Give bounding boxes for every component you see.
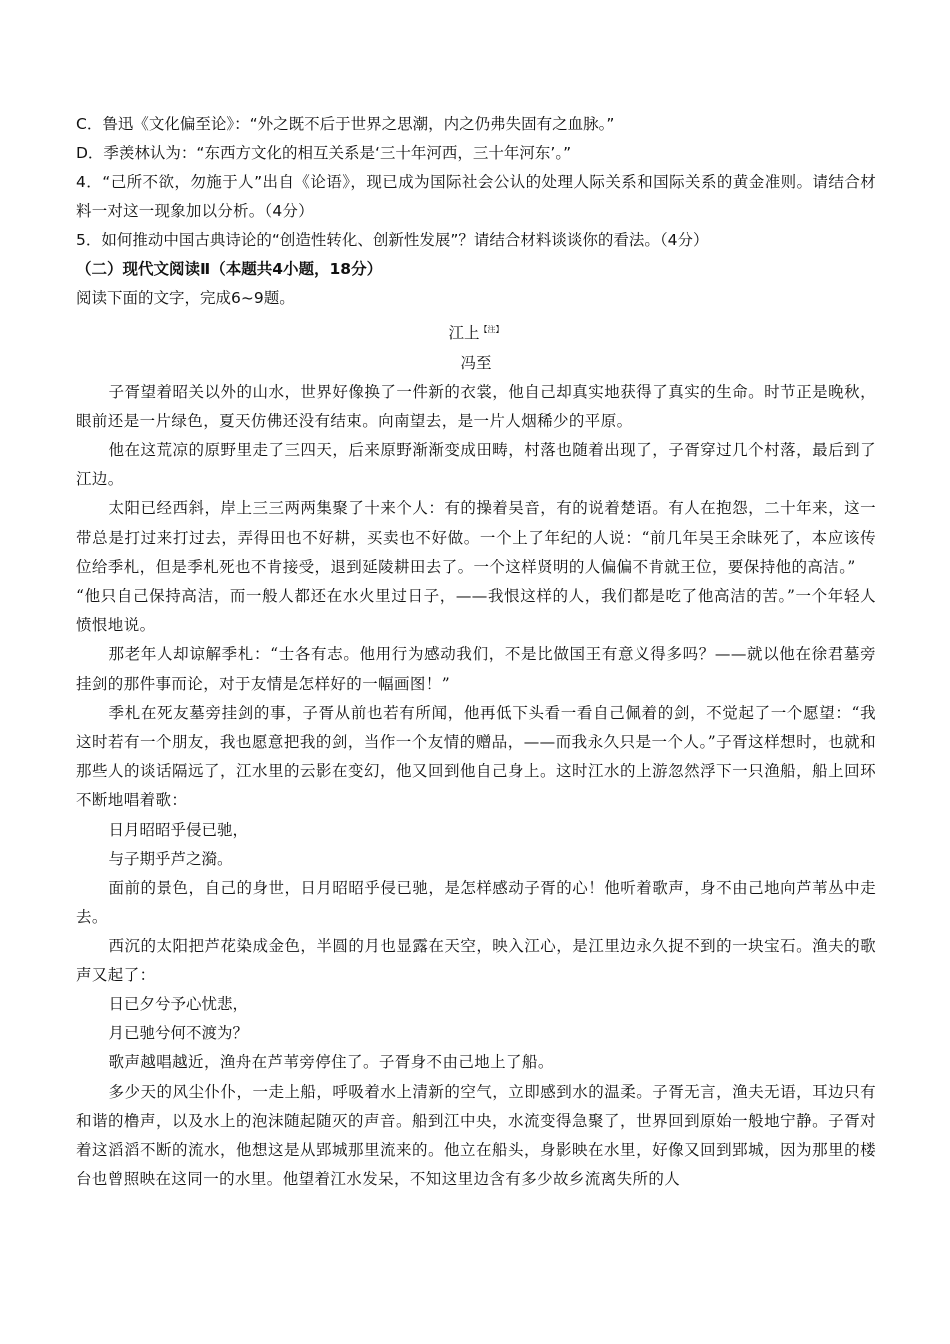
paragraph-7: 面前的景色，自己的身世，日月昭昭乎侵已驰，是怎样感动子胥的心！他听着歌声，身不由己地向芦苇丛中走去。: [76, 878, 876, 926]
paragraph-4: “他只自己保持高洁，而一般人都还在水火里过日子，——我恨这样的人，我们都是吃了他高洁的苦。”一个年轻人愤恨地说。: [76, 586, 876, 635]
paragraph-8: 西沉的太阳把芦花染成金色，半圆的月也显露在天空，映入江心，是江里边永久捉不到的一块宝石。渔夫的歌声又起了：: [76, 937, 876, 985]
song-1-line-1: 日月昭昭乎侵已驰，: [108, 820, 249, 839]
section-heading: （二）现代文阅读Ⅱ（本题共4小题，18分）: [76, 260, 383, 279]
paragraph-5: 那老年人却谅解季札：“士各有志。他用行为感动我们，不是比做国王有意义得多吗？——就以他在徐君墓旁挂剑的那件事而论，对于友情是怎样好的一幅画图！”: [76, 645, 876, 693]
song-2-line-1: 日已夕兮予心忧悲，: [108, 995, 249, 1014]
article-author: 冯至: [460, 353, 492, 372]
instruction: 阅读下面的文字，完成6~9题。: [76, 289, 295, 308]
question-5: 5．如何推动中国古典诗论的“创造性转化、创新性发展”？请结合材料谈谈你的看法。（4分）: [76, 231, 709, 250]
article-title-line: [76, 315, 876, 348]
paragraph-3: 太阳已经西斜，岸上三三两两集聚了十来个人：有的操着吴音，有的说着楚语。有人在抱怨，二十年来，这一带总是打过来打过去，弄得田也不好耕，买卖也不好做。一个上了年纪的人说：“前几年吴王余昧死了，本应该传位给季札，但是季札死也不肯接受，退到延陵耕田去了。一个这样贤明的人偏偏不肯就王位，要保持他的高洁。”: [76, 499, 876, 576]
song-2-line-2: 月已驰兮何不渡为？: [108, 1024, 249, 1043]
article-title: 江上: [448, 324, 480, 343]
paragraph-10: 多少天的风尘仆仆，一走上船，呼吸着水上清新的空气，立即感到水的温柔。子胥无言，渔夫无语，耳边只有和谐的橹声，以及水上的泡沫随起随灭的声音。船到江中央，水流变得急聚了，世界回到原始一般地宁静。子胥对着这滔滔不断的流水，他想这是从郢城那里流来的。他立在船头，身影映在水里，好像又回到郢城，因为那里的楼台也曾照映在这同一的水里。他望着江水发呆，不知这里边含有多少故乡流离失所的人: [76, 1082, 876, 1189]
paragraph-9: 歌声越唱越近，渔舟在芦苇旁停住了。子胥身不由己地上了船。: [108, 1053, 554, 1072]
option-c: C．鲁迅《文化偏至论》：“外之既不后于世界之思潮，内之仍弗失固有之血脉。”: [76, 115, 615, 133]
paragraph-2: 他在这荒凉的原野里走了三四天，后来原野渐渐变成田畴，村落也随着出现了，子胥穿过几个村落，最后到了江边。: [76, 440, 876, 489]
option-d: D．季羡林认为：“东西方文化的相互关系是‘三十年河西，三十年河东’。”: [76, 144, 572, 162]
paragraph-6: 季札在死友墓旁挂剑的事，子胥从前也若有所闻，他再低下头看一看自己佩着的剑，不觉起了一个愿望：“我这时若有一个朋友，我也愿意把我的剑，当作一个友情的赠品，——而我永久只是一个人。”子胥这样想时，也就和那些人的谈话隔远了，江水里的云影在变幻，他又回到他自己身上。这时江水的上游忽然浮下一只渔船，船上回环不断地唱着歌：: [76, 703, 876, 810]
song-1-line-2: 与子期乎芦之漪。: [108, 849, 233, 868]
exam-page: [76, 110, 876, 1194]
question-4: 4．“己所不欲，勿施于人”出自《论语》，现已成为国际社会公认的处理人际关系和国际关系的黄金准则。请结合材料一对这一现象加以分析。（4分）: [76, 173, 876, 221]
paragraph-1: 子胥望着昭关以外的山水，世界好像换了一件新的衣裳，他自己却真实地获得了真实的生命。时节正是晚秋，眼前还是一片绿色，夏天仿佛还没有结束。向南望去，是一片人烟稀少的平原。: [76, 382, 876, 430]
article-note-mark: 【注】: [479, 325, 504, 335]
